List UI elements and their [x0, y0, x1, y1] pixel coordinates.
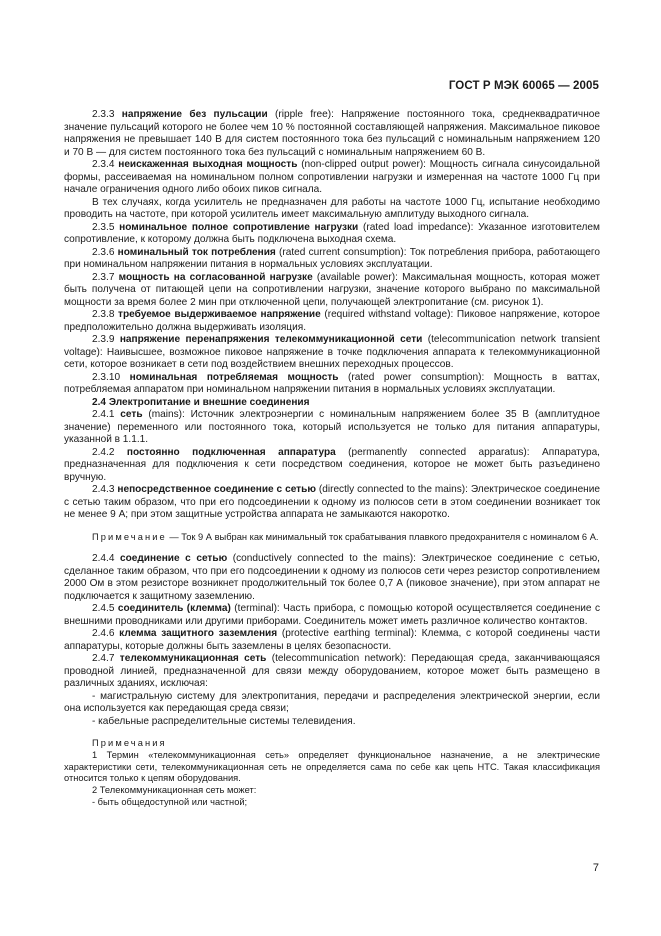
document-body: [64, 109, 600, 808]
list-item-mains-system: - магистральную систему для электропитания, передачи и распределения электрической энергии, если она используется как передающая среда связи;: [64, 690, 600, 715]
paragraph-2-3-3: 2.3.3 напряжение без пульсации (ripple free): Напряжение постоянного тока, среднеквадратичное значение пульсаций которого не более чем 10 % постоянной составляющей напряжения. Максимальное пиковое напряжения не превышает 140 В для систем постоянного тока без пульсаций с номинальным напряжением 120 и 70 В — для систем постоянного тока без пульсаций с номинальным напряжением 60 В.: [64, 109, 600, 158]
term: мощность на согласованной нагрузке: [118, 271, 313, 283]
paragraph-2-4-5: 2.4.5 соединитель (клемма) (terminal): Часть прибора, с помощью которой осуществляется соединение с внешними проводниками или другими приборами. Соединитель может иметь различное количество контактов.: [64, 603, 601, 627]
term: сеть: [120, 409, 143, 420]
paragraph-2-3-7: 2.3.7 мощность на согласованной нагрузке (available power): Максимальная мощность, которая может быть получена от питающей цепи на сопротивлении нагрузки, значение которого выбрано по максимальной мощности за время более 2 мин при отключенной цепи, получающей электропитание (см. рисунок 1).: [64, 271, 600, 308]
note-1: 1 Термин «телекоммуникационная сеть» определяет функциональное назначение, а не электрические характеристики сети, телекоммуникационная сеть не определяется сама по себе как цепь НТС. Такая классификация относится только к цепям оборудования.: [64, 749, 600, 784]
term: телекоммуникационная сеть: [119, 653, 267, 665]
paragraph-2-3-6: 2.3.6 номинальный ток потребления (rated current consumption): Ток потребления прибора, работающего при номинальном напряжении питания в нормальных условиях эксплуатации.: [64, 246, 601, 270]
paragraph-2-3-4: 2.3.4 неискаженная выходная мощность (non-clipped output power): Мощность сигнала синусоидальной формы, рассеиваемая на номинальном полном сопротивлении нагрузки и измеренная на частоте 1000 Гц при начале ограничения одного либо обоих пиков сигнала.: [64, 159, 600, 195]
term: клемма защитного заземления: [119, 628, 278, 640]
term: напряжение перенапряжения телекоммуникационной сети: [119, 334, 423, 345]
term: напряжение без пульсации: [121, 109, 268, 120]
paragraph-2-4-4: 2.4.4 соединение с сетью (conductively connected to the mains): Электрическое соединение с сетью, сделанное таким образом, что при его подсоединении к одному из полюсов сети через резистор сопротивлением 2000 Ом в этом резисторе возникнет продолжительный ток более 0,7 А (пиковое значение), при этом аппарат не подключается к защитному заземлению.: [64, 553, 600, 602]
term: требуемое выдерживаемое напряжение: [118, 309, 321, 320]
paragraph-2-4-2: 2.4.2 постоянно подключенная аппаратура (permanently connected apparatus): Аппаратура, предназначенная для подключения к сети посредством соединения, которое не может быть разъединено вручную.: [64, 446, 600, 483]
term: непосредственное соединение с сетью: [117, 484, 316, 495]
note-2: 2 Телекоммуникационная сеть может:: [92, 785, 257, 796]
section-heading-2-4: 2.4 Электропитание и внешние соединения: [92, 396, 310, 408]
paragraph-2-4-3: 2.4.3 непосредственное соединение с сетью (directly connected to the mains): Электрическое соединение с сетью таким образом, что при его подсоединении к одному из полюсов сети в этом соединении возникает ток не менее 9 А; при этом защитные устройства аппарата не замыкаются накоротко.: [64, 484, 601, 520]
page-number: 7: [592, 862, 599, 874]
note-2-list-item: - быть общедоступной или частной;: [92, 796, 248, 807]
paragraph-2-3-8: 2.3.8 требуемое выдерживаемое напряжение (required withstand voltage): Пиковое напряжение, которое предположительно должна выдерживать изоляция.: [64, 309, 600, 333]
notes-title: Примечания: [92, 738, 167, 749]
paragraph-2-3-10: 2.3.10 номинальная потребляемая мощность (rated power consumption): Мощность в ваттах, потребляемая аппаратом при номинальном напряжении питания в нормальных условиях эксплуатации.: [64, 371, 600, 395]
paragraph-2-3-4-cont: В тех случаях, когда усилитель не предназначен для работы на частоте 1000 Гц, испытание необходимо проводить на частоте, при которой усилитель имеет максимальную амплитуду выходного сигнала.: [64, 196, 600, 220]
term: номинальное полное сопротивление нагрузки: [119, 221, 359, 233]
note-2-4-3: Примечание — Ток 9 А выбран как минимальный ток срабатывания плавкого предохранителя с номиналом 6 А.: [92, 531, 599, 542]
paragraph-2-4-1: 2.4.1 сеть (mains): Источник электроэнергии с номинальным напряжением более 35 В (амплитудное значение) переменного или постоянного тока, который используется не только для питания аппаратуры, указанной в 1.1.1.: [64, 409, 600, 445]
paragraph-2-4-7: 2.4.7 телекоммуникационная сеть (telecommunication network): Передающая среда, заканчивающаяся проводной линией, предназначенной для связи между оборудованием, которое может быть размещено в различных зданиях, исключая:: [64, 653, 600, 690]
paragraph-2-3-5: 2.3.5 номинальное полное сопротивление нагрузки (rated load impedance): Указанное изготовителем сопротивление, к которому должна быть подключена выходная схема.: [64, 221, 600, 245]
term: соединитель (клемма): [117, 603, 231, 615]
paragraph-2-4-6: 2.4.6 клемма защитного заземления (protective earthing terminal): Клемма, с которой соединены части аппаратуры, которые должны быть заземлены в целях безопасности.: [64, 628, 600, 652]
paragraph-2-3-9: 2.3.9 напряжение перенапряжения телекоммуникационной сети (telecommunication network transient voltage): Наивысшее, возможное пиковое напряжение в точке подключения аппарата к телекоммуникационной сети, которое возникает в сети под воздействием внешних переходных процессов.: [64, 334, 600, 370]
term: номинальная потребляемая мощность: [129, 371, 339, 383]
term: неискаженная выходная мощность: [118, 159, 298, 170]
term: соединение с сетью: [120, 553, 228, 565]
document-code-header: ГОСТ Р МЭК 60065 — 2005: [448, 80, 599, 92]
term: номинальный ток потребления: [117, 246, 276, 258]
term: постоянно подключенная аппаратура: [126, 446, 336, 458]
list-item-cable-tv: - кабельные распределительные системы телевидения.: [92, 715, 356, 727]
